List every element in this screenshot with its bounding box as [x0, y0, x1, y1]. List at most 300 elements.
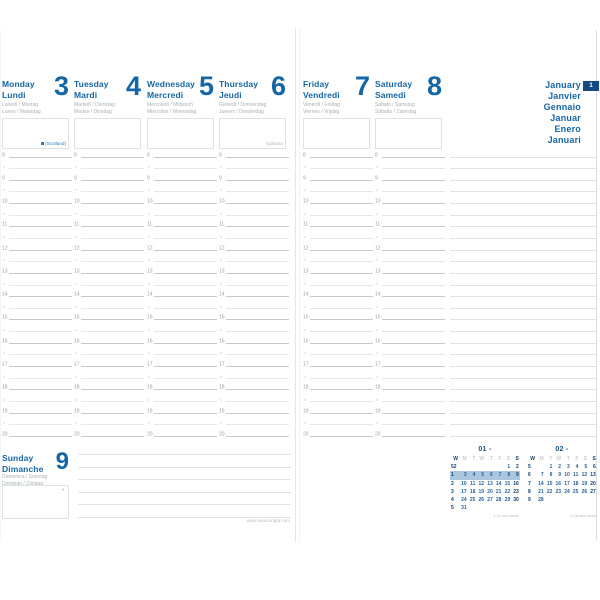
day-translation-2: Viernes / Vrijdag [303, 108, 340, 115]
hour-label: 11 [375, 221, 381, 228]
tick-mark [148, 306, 150, 307]
tick-mark [220, 167, 222, 168]
hour-line [219, 151, 289, 158]
hour-label: 13 [2, 268, 8, 275]
calendar-day: 14 [495, 480, 502, 487]
hour-label: 12 [74, 245, 80, 252]
calendar-day: 4 [468, 471, 477, 479]
half-hour-line [2, 251, 72, 263]
holiday-flag-icon [41, 142, 44, 145]
week-number: 5 [528, 464, 531, 471]
hour-label: 19 [74, 408, 80, 415]
rule-line [226, 378, 289, 379]
hour-label: 12 [219, 245, 225, 252]
calendar-day [494, 504, 503, 512]
note-line [450, 204, 597, 216]
day-note-box [74, 118, 141, 149]
rule-line [382, 168, 445, 169]
hour-line [219, 239, 289, 251]
half-hour-tick [147, 353, 154, 356]
rule-line [154, 203, 217, 204]
half-hour-line [303, 297, 373, 309]
rule-line [310, 180, 373, 181]
tick-mark [3, 213, 5, 214]
calendar-day: 5 [584, 464, 588, 471]
rule-line [81, 157, 144, 158]
half-hour-line [375, 297, 445, 309]
hour-line [303, 286, 373, 298]
half-hour-line [303, 181, 373, 193]
rule-line [9, 238, 72, 239]
hour-label: 19 [375, 408, 381, 415]
hour-label: 9 [303, 175, 306, 182]
half-hour-line [74, 414, 144, 426]
day-name-english: Monday [2, 79, 35, 89]
rule-line [9, 250, 72, 251]
rule-line [310, 273, 373, 274]
hour-line [2, 309, 72, 321]
rule-line [310, 354, 373, 355]
hour-line [147, 425, 217, 437]
rule-line [226, 215, 289, 216]
rule-line [81, 250, 144, 251]
tick-mark [148, 376, 150, 377]
mini-calendar-grid [527, 455, 597, 504]
hour-label: 20 [375, 431, 381, 438]
rule-line [226, 401, 289, 402]
rule-line [382, 226, 445, 227]
half-hour-tick [74, 353, 81, 356]
calendar-day: 29 [504, 496, 511, 503]
half-hour-tick [2, 376, 9, 379]
rule-line [226, 180, 289, 181]
calendar-day: 15 [546, 480, 553, 487]
rule-line [9, 436, 72, 437]
weekday-letter: M [462, 456, 467, 462]
day-name-english: Wednesday [147, 79, 195, 89]
rule-line [382, 354, 445, 355]
half-hour-tick [375, 306, 382, 309]
calendar-day: 7 [494, 471, 503, 479]
calendar-day: 20 [590, 480, 596, 487]
weekday-letter: F [498, 456, 502, 462]
hour-label: 18 [219, 384, 225, 391]
half-hour-tick [303, 399, 310, 402]
rule-line [310, 424, 373, 425]
calendar-day: 5 [476, 471, 485, 479]
calendar-day [579, 496, 588, 504]
note-line [450, 425, 597, 437]
hour-label: 15 [147, 314, 153, 321]
rule-line [226, 226, 289, 227]
hour-label: 11 [2, 221, 8, 228]
rule-line [9, 366, 72, 367]
hour-line [219, 262, 289, 274]
week-column-label: W [453, 456, 458, 462]
rule-line [154, 168, 217, 169]
day-translation-2: Jueves / Donderdag [219, 108, 264, 115]
hour-line [303, 355, 373, 367]
hour-label: 14 [74, 291, 80, 298]
tick-mark [376, 353, 378, 354]
calendar-day: 12 [581, 472, 588, 479]
hour-line [219, 402, 289, 414]
rule-line [226, 343, 289, 344]
calendar-day: 12 [478, 480, 485, 487]
half-hour-line [375, 320, 445, 332]
day-name-french: Lundi [2, 90, 26, 100]
hour-label: 8 [375, 152, 378, 158]
rule-line [310, 168, 373, 169]
note-line [450, 320, 597, 332]
day-translation-1: Domenica / Sonntag [2, 474, 48, 480]
half-hour-tick [219, 283, 226, 286]
half-hour-tick [219, 353, 226, 356]
half-hour-line [74, 204, 144, 216]
tick-mark [304, 283, 306, 284]
day-translation-2: Miércoles / Woensdag [147, 108, 197, 115]
half-hour-line [74, 158, 144, 170]
date-number: 7 [354, 71, 370, 101]
rule-line [154, 308, 217, 309]
rule-line [81, 285, 144, 286]
rule-line [310, 215, 373, 216]
calendar-day: 1 [507, 464, 511, 471]
hour-line [219, 216, 289, 228]
tick-mark [220, 283, 222, 284]
tick-mark [148, 236, 150, 237]
half-hour-tick [219, 423, 226, 426]
hour-line [147, 192, 217, 204]
day-translation-2: Martes / Dinsdag [74, 108, 112, 115]
week-column-label: W [530, 456, 535, 462]
mini-calendar-footnote: 1-28 see week [569, 513, 596, 518]
calendar-day: 2 [516, 464, 519, 471]
calendar-day: 14 [538, 480, 544, 487]
time-grid [219, 151, 289, 437]
calendar-day: 26 [581, 488, 588, 495]
tick-mark [220, 306, 222, 307]
half-hour-line [74, 251, 144, 263]
rule-line [9, 343, 72, 344]
calendar-day: 24 [461, 496, 467, 503]
note-line [450, 390, 597, 402]
hour-label: 14 [375, 291, 381, 298]
half-hour-tick [74, 330, 81, 333]
hour-label: 19 [303, 408, 309, 415]
half-hour-line [74, 274, 144, 286]
tick-mark [75, 190, 77, 191]
tick-mark [304, 423, 306, 424]
rule-line [9, 319, 72, 320]
calendar-day: 13 [487, 480, 493, 487]
rule-line [81, 389, 144, 390]
hour-line [219, 286, 289, 298]
half-hour-line [74, 344, 144, 356]
rule-line [9, 285, 72, 286]
half-hour-tick [303, 423, 310, 426]
hour-label: 15 [74, 314, 80, 321]
half-hour-tick [219, 376, 226, 379]
tick-mark [376, 283, 378, 284]
hour-line [2, 425, 72, 437]
rule-line [310, 296, 373, 297]
rule-line [226, 168, 289, 169]
rule-line [310, 261, 373, 262]
tick-mark [304, 399, 306, 400]
hour-label: 12 [147, 245, 153, 252]
date-number: 5 [198, 71, 214, 101]
week-number: 9 [528, 496, 531, 503]
tick-mark [304, 213, 306, 214]
hour-line [74, 355, 144, 367]
hour-line [74, 151, 144, 158]
calendar-day [485, 463, 494, 471]
rule-line [81, 226, 144, 227]
rule-line [154, 331, 217, 332]
half-hour-tick [147, 306, 154, 309]
rule-line [9, 273, 72, 274]
half-hour-line [147, 297, 217, 309]
rule-line [9, 296, 72, 297]
half-hour-line [2, 204, 72, 216]
tick-mark [3, 260, 5, 261]
rule-line [226, 296, 289, 297]
day-translations [147, 102, 196, 115]
half-hour-tick [147, 283, 154, 286]
hour-label: 14 [2, 291, 8, 298]
hour-line [303, 192, 373, 204]
rule-line [9, 308, 72, 309]
tick-mark [75, 376, 77, 377]
rule-line [226, 273, 289, 274]
half-hour-tick [74, 190, 81, 193]
hour-label: 16 [219, 338, 225, 345]
half-hour-tick [2, 330, 9, 333]
hour-label: 20 [147, 431, 153, 438]
half-hour-tick [375, 330, 382, 333]
note-line [450, 344, 597, 356]
note-line [450, 216, 597, 228]
tick-mark [376, 423, 378, 424]
half-hour-line [375, 227, 445, 239]
half-hour-tick [303, 167, 310, 170]
tick-mark [220, 260, 222, 261]
calendar-day: 28 [538, 496, 544, 503]
hour-line [74, 239, 144, 251]
half-hour-line [147, 414, 217, 426]
weekday-letter: S [583, 456, 588, 462]
hour-line [375, 309, 445, 321]
tick-mark [304, 167, 306, 168]
tick-mark [148, 330, 150, 331]
rule-line [310, 413, 373, 414]
hour-label: 15 [375, 314, 381, 321]
half-hour-tick [375, 376, 382, 379]
tick-mark [376, 190, 378, 191]
half-hour-tick [2, 260, 9, 263]
tick-mark [3, 423, 5, 424]
hour-label: 13 [303, 268, 309, 275]
half-hour-line [219, 204, 289, 216]
week-number: 8 [528, 488, 531, 495]
week-number: 5 [451, 505, 454, 512]
calendar-day: 10 [564, 472, 570, 479]
half-hour-tick [74, 260, 81, 263]
calendar-day: 15 [504, 480, 511, 487]
rule-line [310, 366, 373, 367]
rule-line [81, 413, 144, 414]
hour-line [2, 332, 72, 344]
hour-line [74, 262, 144, 274]
weekday-letter: F [575, 456, 579, 462]
hour-label: 13 [219, 268, 225, 275]
month-name-dutch: Januari [547, 135, 581, 145]
tick-mark [3, 236, 5, 237]
half-hour-tick [303, 353, 310, 356]
weekday-letter: S [515, 456, 519, 462]
rule-line [226, 238, 289, 239]
half-hour-tick [74, 213, 81, 216]
half-hour-tick [147, 399, 154, 402]
hour-line [303, 239, 373, 251]
sunday-line [78, 505, 291, 518]
week-number: 2 [451, 480, 454, 487]
tick-mark [220, 353, 222, 354]
rule-line [226, 285, 289, 286]
hour-label: 11 [74, 221, 80, 228]
calendar-day: 31 [461, 505, 467, 512]
rule-line [81, 366, 144, 367]
calendar-day: 27 [590, 488, 596, 495]
rule-line [81, 261, 144, 262]
hour-label: 16 [375, 338, 381, 345]
half-hour-tick [147, 423, 154, 426]
hour-line [147, 216, 217, 228]
tick-mark [148, 167, 150, 168]
half-hour-line [147, 158, 217, 170]
note-line [450, 192, 597, 204]
sunday-section [2, 448, 290, 530]
half-hour-tick [74, 306, 81, 309]
half-hour-tick [303, 236, 310, 239]
hour-label: 13 [147, 268, 153, 275]
hour-line [2, 216, 72, 228]
tick-mark [304, 236, 306, 237]
half-hour-tick [219, 399, 226, 402]
hour-line [147, 286, 217, 298]
calendar-day: 25 [572, 488, 579, 495]
half-hour-line [303, 204, 373, 216]
day-translation-1: Sabato / Samstag [375, 102, 415, 108]
half-hour-tick [219, 330, 226, 333]
tick-mark [3, 306, 5, 307]
tick-mark [376, 399, 378, 400]
tick-mark [75, 167, 77, 168]
tick-mark [220, 423, 222, 424]
hour-label: 10 [147, 198, 153, 205]
time-grid [303, 151, 373, 437]
half-hour-line [74, 390, 144, 402]
half-hour-tick [147, 213, 154, 216]
calendar-day: 17 [564, 480, 570, 487]
time-grid [74, 151, 144, 437]
calendar-day: 1 [549, 464, 553, 471]
day-translation-2: Sábado / Zaterdag [375, 108, 417, 115]
hour-label: 12 [2, 245, 8, 252]
date-number: 8 [426, 71, 442, 101]
hour-label: 18 [375, 384, 381, 391]
tick-mark [220, 330, 222, 331]
day-column-tuesday [74, 71, 144, 439]
month-names [544, 80, 581, 146]
hour-label: 12 [375, 245, 381, 252]
hour-line [219, 355, 289, 367]
calendar-day [468, 463, 477, 471]
day-translation-1: Giovedì / Donnerstag [219, 102, 267, 108]
day-name-french: Samedi [375, 90, 406, 100]
mini-calendar-grid [450, 455, 520, 512]
hour-line [2, 286, 72, 298]
tick-mark [376, 306, 378, 307]
half-hour-tick [74, 236, 81, 239]
calendar-day: 13 [590, 472, 596, 479]
tick-mark [75, 213, 77, 214]
holiday-note: (Scotland) [41, 141, 66, 146]
half-hour-tick [219, 213, 226, 216]
rule-line [154, 389, 217, 390]
rule-line [9, 354, 72, 355]
rule-line [310, 343, 373, 344]
tick-mark [148, 399, 150, 400]
rule-line [382, 366, 445, 367]
hour-line [74, 169, 144, 181]
hour-line [74, 216, 144, 228]
rule-line [382, 319, 445, 320]
weekday-letter: T [549, 456, 553, 462]
rule-line [9, 331, 72, 332]
rule-line [310, 157, 373, 158]
calendar-day: 22 [546, 488, 553, 495]
tick-mark [75, 283, 77, 284]
hour-line [74, 379, 144, 391]
rule-line [382, 413, 445, 414]
rule-line [81, 424, 144, 425]
hour-line [2, 192, 72, 204]
half-hour-line [219, 344, 289, 356]
hour-line [375, 402, 445, 414]
tick-mark [3, 330, 5, 331]
rule-line [310, 319, 373, 320]
weekday-letter: W [479, 456, 485, 462]
half-hour-tick [147, 190, 154, 193]
hour-line [147, 379, 217, 391]
hour-line [74, 425, 144, 437]
month-name-french: Janvier [548, 91, 581, 101]
day-column-saturday [375, 71, 445, 439]
tick-mark [3, 399, 5, 400]
hour-label: 20 [219, 431, 225, 438]
calendar-day: 17 [461, 488, 467, 495]
rule-line [382, 157, 445, 158]
half-hour-tick [303, 306, 310, 309]
calendar-day: 2 [558, 464, 562, 471]
rule-line [9, 413, 72, 414]
half-hour-line [303, 227, 373, 239]
half-hour-tick [375, 399, 382, 402]
hour-line [74, 192, 144, 204]
rule-line [226, 331, 289, 332]
